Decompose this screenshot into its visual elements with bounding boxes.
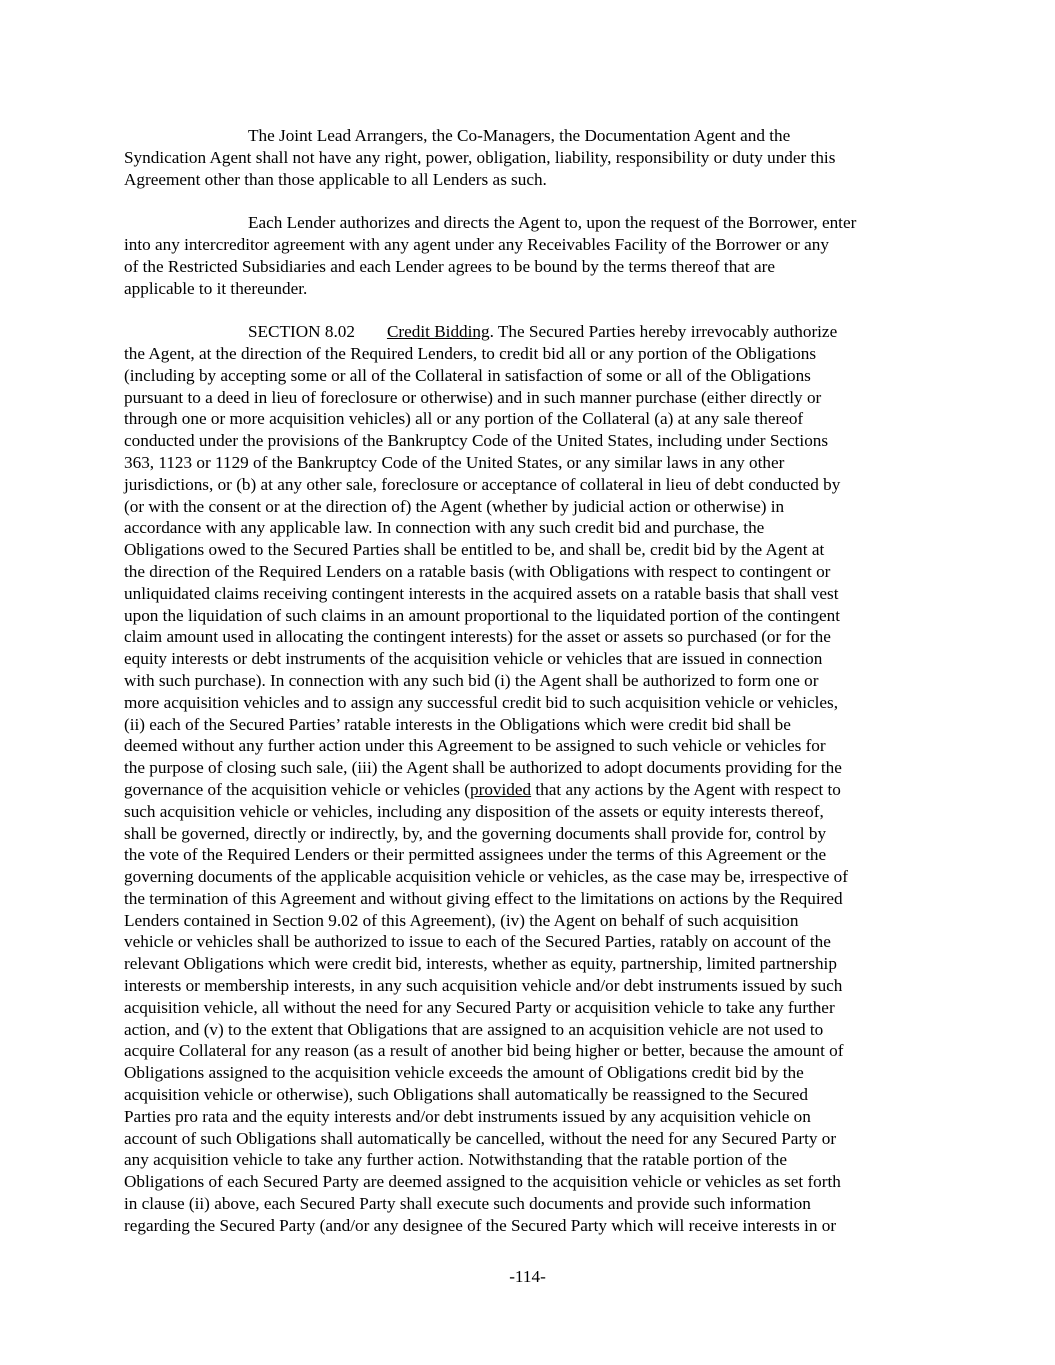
text-line: claim amount used in allocating the contingent interests) for the asset or assets so purchased (or for the [124,627,831,647]
section-heading: Credit Bidding [386,322,490,342]
text-line: unliquidated claims receiving contingent interests in the acquired assets on a ratable basis that shall vest [124,583,839,603]
paragraph-intercreditor [124,212,924,299]
text-line: Lenders contained in Section 9.02 of this Agreement), (iv) the Agent on behalf of such acquisition [124,910,799,930]
provided-line-before: governance of the acquisition vehicle or vehicles ( [124,779,470,799]
text-line: deemed without any further action under this Agreement to be assigned to such vehicle or vehicles for [124,736,826,756]
text-line: Syndication Agent shall not have any right, power, obligation, liability, responsibility or duty under this [124,147,836,167]
text-line: interests or membership interests, in any such acquisition vehicle and/or debt instruments issued by such [124,976,843,996]
page-number: -114- [509,1267,546,1286]
text-line: Each Lender authorizes and directs the Agent to, upon the request of the Borrower, enter [248,213,857,233]
section-first-line-text: . The Secured Parties hereby irrevocably authorize [489,322,838,342]
text-line: in clause (ii) above, each Secured Party shall execute such documents and provide such information [124,1194,811,1214]
text-line: 363, 1123 or 1129 of the Bankruptcy Code of the United States, or any similar laws in any other [124,452,785,472]
text-line: action, and (v) to the extent that Obligations that are assigned to an acquisition vehicle are not used to [124,1019,824,1039]
text-line: such acquisition vehicle or vehicles, including any disposition of the assets or equity interests thereof, [124,801,824,821]
text-line: pursuant to a deed in lieu of foreclosure or otherwise) and in such manner purchase (either directly or [124,387,822,407]
text-line: more acquisition vehicles and to assign any successful credit bid to such acquisition vehicle or vehicles, [124,692,839,712]
section-number: SECTION 8.02 [248,322,355,342]
text-line: conducted under the provisions of the Bankruptcy Code of the United States, including under Sections [124,431,829,451]
text-line: jurisdictions, or (b) at any other sale, foreclosure or acceptance of collateral in lieu of debt conducted by [124,474,841,494]
text-line: account of such Obligations shall automatically be cancelled, without the need for any Secured Party or [124,1128,837,1148]
text-line: the purpose of closing such sale, (iii) the Agent shall be authorized to adopt documents providing for the [124,758,842,778]
section-first-line [124,321,924,343]
text-line: relevant Obligations which were credit bid, interests, whether as equity, partnership, limited partnership [124,954,837,974]
text-line: equity interests or debt instruments of the acquisition vehicle or vehicles that are issued in connection [124,649,823,669]
text-line: (ii) each of the Secured Parties’ ratable interests in the Obligations which were credit bid shall be [124,714,791,734]
text-line: the direction of the Required Lenders on a ratable basis (with Obligations with respect to contingent or [124,561,831,581]
text-line: the vote of the Required Lenders or their permitted assignees under the terms of this Agreement or the [124,845,827,865]
text-line: (or with the consent or at the direction of) the Agent (whether by judicial action or otherwise) in [124,496,785,516]
text-line: Obligations assigned to the acquisition vehicle exceeds the amount of Obligations credit bid by the [124,1063,804,1083]
text-line: governing documents of the applicable acquisition vehicle or vehicles, as the case may be, irrespective of [124,867,848,887]
provided-line [124,779,924,801]
text-line: shall be governed, directly or indirectly, by, and the governing documents shall provide for, control by [124,823,827,843]
text-line: vehicle or vehicles shall be authorized to issue to each of the Secured Parties, ratably on account of the [124,932,831,952]
document-body [124,125,924,1237]
text-line: through one or more acquisition vehicles) all or any portion of the Collateral (a) at any sale thereof [124,409,804,429]
text-line: The Joint Lead Arrangers, the Co-Managers, the Documentation Agent and the [248,126,791,145]
text-line: Parties pro rata and the equity interests and/or debt instruments issued by any acquisition vehicle on [124,1106,811,1126]
text-line: acquire Collateral for any reason (as a result of another bid being higher or better, because the amount of [124,1041,844,1061]
text-line: into any intercreditor agreement with any agent under any Receivables Facility of the Borrower or any [124,234,829,254]
paragraph-arrangers [124,125,924,190]
section-credit-bidding [124,321,924,1236]
provided-line-after: that any actions by the Agent with respect to [531,779,841,799]
text-line: Agreement other than those applicable to all Lenders as such. [124,169,547,189]
text-line: Obligations of each Secured Party are deemed assigned to the acquisition vehicle or vehicles as set forth [124,1172,841,1192]
text-line: acquisition vehicle or otherwise), such Obligations shall automatically be reassigned to the Secured [124,1085,808,1105]
provided-term: provided [470,779,532,799]
text-line: applicable to it thereunder. [124,278,308,298]
text-line: upon the liquidation of such claims in an amount proportional to the liquidated portion of the contingent [124,605,841,625]
text-line: accordance with any applicable law. In connection with any such credit bid and purchase, the [124,518,765,538]
text-line: acquisition vehicle, all without the need for any Secured Party or acquisition vehicle to take any further [124,997,835,1017]
text-line: the termination of this Agreement and without giving effect to the limitations on actions by the Required [124,888,843,908]
text-line: of the Restricted Subsidiaries and each Lender agrees to be bound by the terms thereof that are [124,256,775,276]
text-line: Obligations owed to the Secured Parties shall be entitled to be, and shall be, credit bid by the Agent at [124,540,825,560]
text-line: any acquisition vehicle to take any further action. Notwithstanding that the ratable portion of the [124,1150,787,1170]
text-line: (including by accepting some or all of the Collateral in satisfaction of some or all of the Obligations [124,365,811,385]
text-line: regarding the Secured Party (and/or any designee of the Secured Party which will receive interests in or [124,1215,837,1235]
text-line: the Agent, at the direction of the Required Lenders, to credit bid all or any portion of the Obligations [124,343,817,363]
text-line: with such purchase). In connection with any such bid (i) the Agent shall be authorized to form one or [124,670,819,690]
